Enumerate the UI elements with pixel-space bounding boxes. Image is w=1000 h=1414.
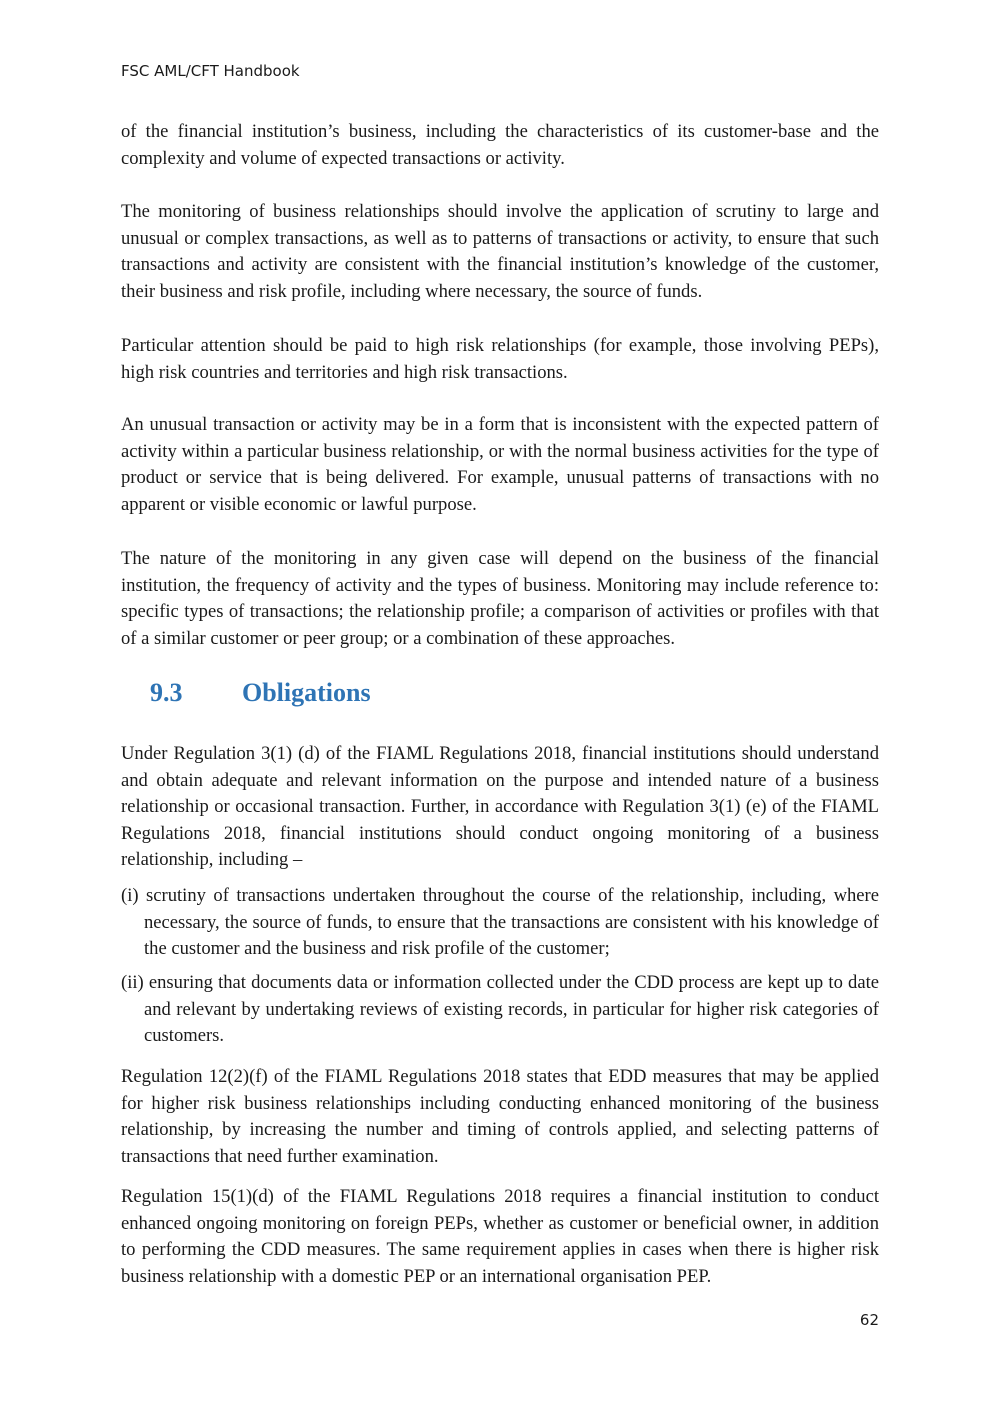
section-heading [150, 678, 371, 708]
paragraph-regulation-12: Regulation 12(2)(f) of the FIAML Regulations 2018 states that EDD measures that may be applied for higher risk business relationships including conducting enhanced monitoring of the business relationship, by increasing the number and timing of controls applied, and selecting patterns of transactions that need further examination. [121, 1066, 879, 1167]
section-title: Obligations [242, 678, 371, 707]
list-item-scrutiny: (i) scrutiny of transactions undertaken throughout the course of the relationship, including, where necessary, the source of funds, to ensure that the transactions are consistent with his knowledge of the customer and the business and risk profile of the customer; [121, 885, 879, 960]
paragraph-high-risk-attention: Particular attention should be paid to high risk relationships (for example, those involving PEPs), high risk countries and territories and high risk transactions. [121, 335, 879, 383]
paragraph-obligations-intro: Under Regulation 3(1) (d) of the FIAML Regulations 2018, financial institutions should understand and obtain adequate and relevant information on the purpose and intended nature of a business relationship or occasional transaction. Further, in accordance with Regulation 3(1) (e) of the FIAML Regulations 2018, financial institutions should conduct ongoing monitoring of a business relationship, including – [121, 743, 879, 871]
paragraph-regulation-15: Regulation 15(1)(d) of the FIAML Regulations 2018 requires a financial institution to conduct enhanced ongoing monitoring on foreign PEPs, whether as customer or beneficial owner, in addition to performing the CDD measures. The same requirement applies in cases when there is higher risk business relationship with a domestic PEP or an international organisation PEP. [121, 1186, 879, 1287]
list-item-cdd-records: (ii) ensuring that documents data or information collected under the CDD process are kept up to date and relevant by undertaking reviews of existing records, in particular for higher risk categories of customers. [121, 972, 879, 1047]
paragraph-monitoring-scrutiny: The monitoring of business relationships should involve the application of scrutiny to large and unusual or complex transactions, as well as to patterns of transactions or activity, to ensure that such transactions and activity are consistent with the financial institution’s knowledge of the customer, their business and risk profile, including where necessary, the source of funds. [121, 201, 879, 302]
paragraph-unusual-transaction: An unusual transaction or activity may be in a form that is inconsistent with the expected pattern of activity within a particular business relationship, or with the normal business activities for the type of product or service that is being delivered. For example, unusual patterns of transactions with no apparent or visible economic or lawful purpose. [121, 414, 879, 515]
section-number: 9.3 [150, 678, 183, 707]
running-header: FSC AML/CFT Handbook [121, 62, 300, 80]
paragraph-continuation: of the financial institution’s business, including the characteristics of its customer-base and the complexity and volume of expected transactions or activity. [121, 121, 879, 169]
page-number: 62 [859, 1311, 879, 1329]
paragraph-monitoring-nature: The nature of the monitoring in any given case will depend on the business of the financial institution, the frequency of activity and the types of business. Monitoring may include reference to: specific types of transactions; the relationship profile; a comparison of activities or profiles with that of a similar customer or peer group; or a combination of these approaches. [121, 548, 879, 649]
